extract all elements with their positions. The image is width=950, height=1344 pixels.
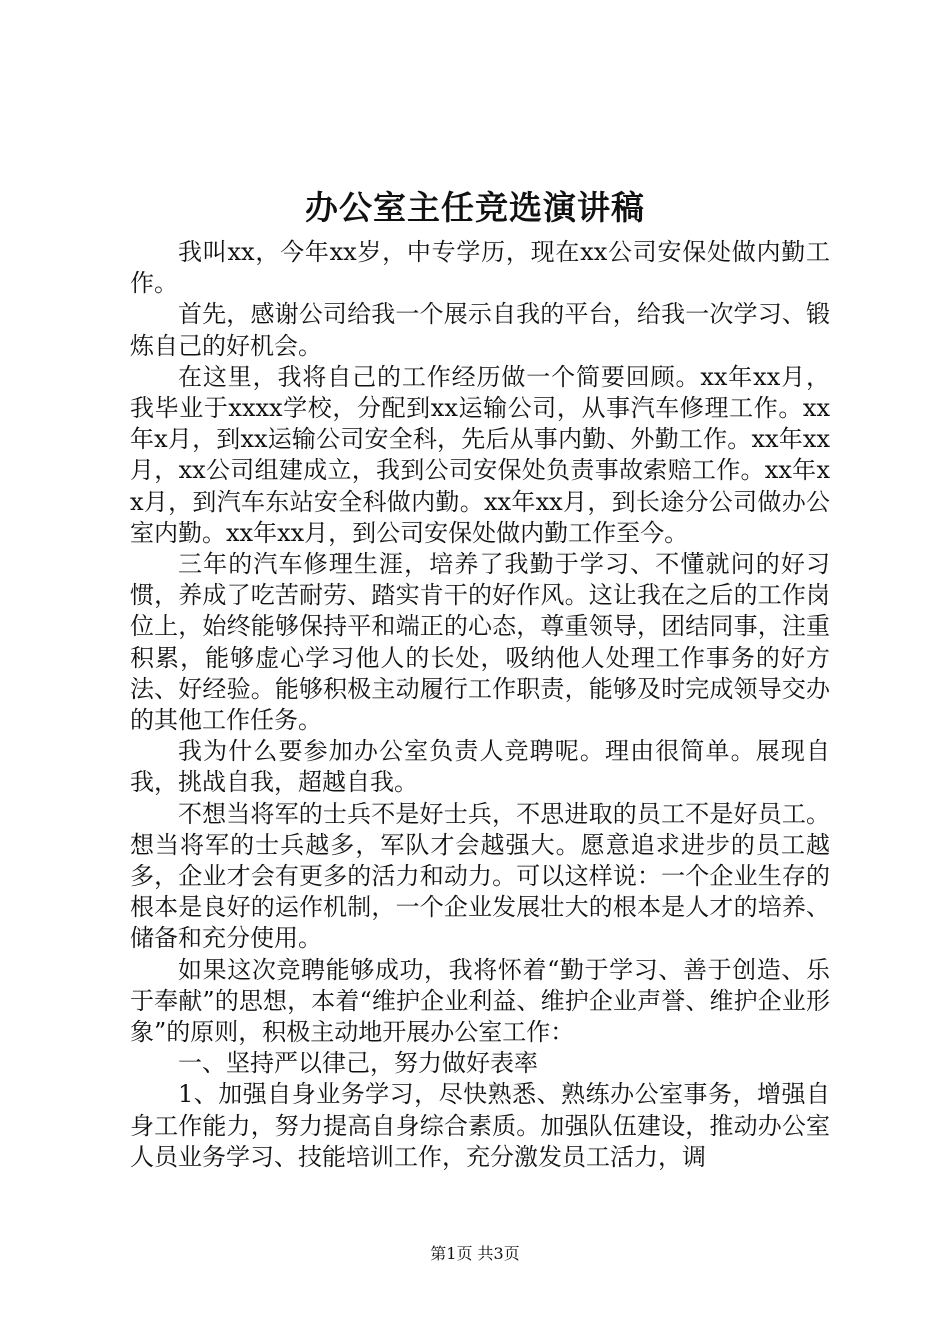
document-title: 办公室主任竞选演讲稿 [305,188,645,227]
paragraph-intro: 我叫xx，今年xx岁，中专学历，现在xx公司安保处做内勤工作。 [130,238,830,298]
paragraph-item-one: 1、加强自身业务学习，尽快熟悉、熟练办公室事务，增强自身工作能力，努力提高自身综合素质。加强队伍建设，推动办公室人员业务学习、技能培训工作，充分激发员工活力，调 [130,1080,830,1171]
paragraph-ambition: 不想当将军的士兵不是好士兵，不思进取的员工不是好员工。想当将军的士兵越多，军队才会越强大。愿意追求进步的员工越多，企业才会有更多的活力和动力。可以这样说：一个企业生存的根本是良好的运作机制，一个企业发展壮大的根本是人才的培养、储备和充分使用。 [130,799,830,953]
paragraph-experience: 三年的汽车修理生涯，培养了我勤于学习、不懂就问的好习惯，养成了吃苦耐劳、踏实肯干的好作风。这让我在之后的工作岗位上，始终能够保持平和端正的心态，尊重领导，团结同事，注重积累，能够虚心学习他人的长处，吸纳他人处理工作事务的好方法、好经验。能够积极主动履行工作职责，能够及时完成领导交办的其他工作任务。 [130,550,830,735]
section-heading-one: 一、坚持严以律己，努力做好表率 [178,1049,538,1078]
paragraph-work-history: 在这里，我将自己的工作经历做一个简要回顾。xx年xx月，我毕业于xxxx学校，分配到xx运输公司，从事汽车修理工作。xx年x月，到xx运输公司安全科，先后从事内勤、外勤工作。xx年xx月，xx公司组建成立，我到公司安保处负责事故索赔工作。xx年xx月，到汽车东站安全科做内勤。xx年xx月，到长途分公司做办公室内勤。xx年xx月，到公司安保处做内勤工作至今。 [130,362,830,547]
paragraph-commitment: 如果这次竞聘能够成功，我将怀着“勤于学习、善于创造、乐于奉献”的思想，本着“维护企业利益、维护企业声誉、维护企业形象”的原则，积极主动地开展办公室工作： [130,955,830,1047]
paragraph-thanks: 首先，感谢公司给我一个展示自我的平台，给我一次学习、锻炼自己的好机会。 [130,300,830,360]
document-body [130,237,830,1173]
paragraph-reason: 我为什么要参加办公室负责人竞聘呢。理由很简单。展现自我，挑战自我，超越自我。 [130,737,830,797]
page-footer: 第1页 共3页 [430,1244,520,1263]
